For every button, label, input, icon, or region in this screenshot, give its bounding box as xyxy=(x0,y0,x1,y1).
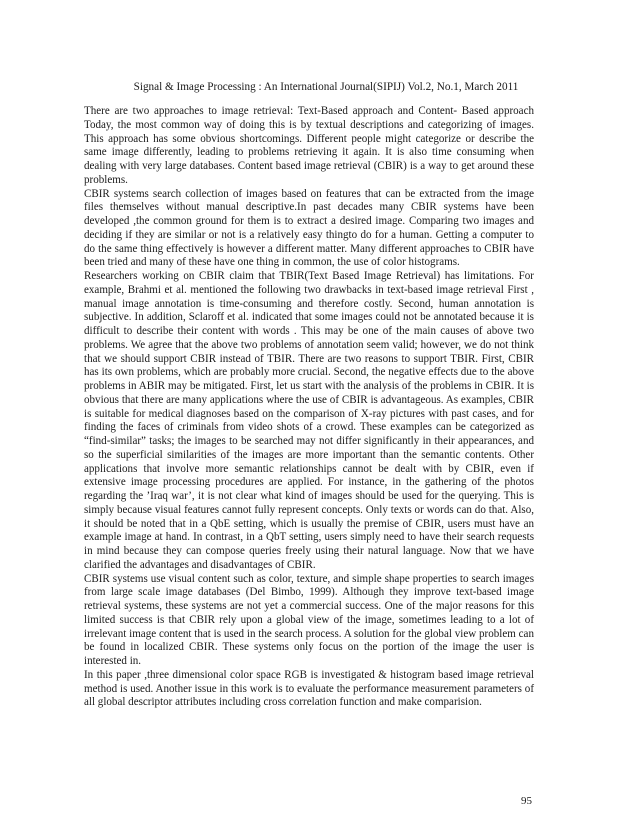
page-number xyxy=(521,795,532,808)
page-number-text: 95 xyxy=(521,795,532,807)
running-title: Signal & Image Processing : An International Journal(SIPIJ) Vol.2, No.1, March 2011 xyxy=(133,81,519,93)
paragraph-tbir-limitations: Researchers working on CBIR claim that TBIR(Text Based Image Retrieval) has limitations. For example, Brahmi et al. mentioned the following two drawbacks in text-based image retrieval First , manual image annotation is time-consuming and therefore costly. Second, human annotation is subjective. In addition, Sclaroff et al. indicated that some images could not be annotated because it is difficult to describe their content with words . This may be one of the main causes of above two problems. We agree that the above two problems of annotation seem valid; however, we do not think that we should support CBIR instead of TBIR. There are two reasons to support TBIR. First, CBIR has its own problems, which are probably more crucial. Second, the negative effects due to the above problems in ABIR may be mitigated. First, let us start with the analysis of the problems in CBIR. It is obvious that there are many applications where the use of CBIR is advantageous. As examples, CBIR is suitable for medical diagnoses based on the comparison of X-ray pictures with past cases, and for finding the faces of criminals from video shots of a crowd. These examples can be categorized as “find-similar” tasks; the images to be searched may not differ significantly in their appearances, and so the superficial similarities of the images are more important than the semantic contents. Other applications that involve more semantic relationships cannot be dealt with by CBIR, even if extensive image processing procedures are applied. For instance, in the gathering of the photos regarding the ’Iraq war’, it is not clear what kind of images should be used for the querying. This is simply because visual features cannot fully represent concepts. Only texts or words can do that. Also, it should be noted that in a QbE setting, which is usually the premise of CBIR, users must have an example image at hand. In contrast, in a QbT setting, users simply need to have their search requests in mind because they can compose queries freely using their natural language. Now that we have clarified the advantages and disadvantages of CBIR. xyxy=(84,270,534,571)
paragraph-visual-content: CBIR systems use visual content such as color, texture, and simple shape properties to search images from large scale image databases (Del Bimbo, 1999). Although they improve text-based image retrieval systems, these systems are not yet a commercial success. One of the major reasons for this limited success is that CBIR rely upon a global view of the image, sometimes leading to a lot of irrelevant image content that is used in the search process. A solution for the global view problem can be found in localized CBIR. These systems only focus on the portion of the image the user is interested in. xyxy=(84,572,534,667)
paragraph-this-paper: In this paper ,three dimensional color space RGB is investigated & histogram based image retrieval method is used. Another issue in this work is to evaluate the performance measurement parameters of all global descriptor attributes including cross correlation function and make comparision. xyxy=(84,668,534,709)
body-text xyxy=(84,105,534,710)
paragraph-approaches: There are two approaches to image retrieval: Text-Based approach and Content- Based approach Today, the most common way of doing this is by textual descriptions and categorizing of images. This approach has some obvious shortcomings. Different people might categorize or describe the same image differently, leading to problems retrieving it again. It is also time consuming when dealing with very large databases. Content based image retrieval (CBIR) is a way to get around these problems. xyxy=(84,105,534,186)
paragraph-cbir-systems: CBIR systems search collection of images based on features that can be extracted from the image files themselves without manual descriptive.In past decades many CBIR systems have been developed ,the common ground for them is to extract a desired image. Comparing two images and deciding if they are similar or not is a relatively easy thingto do for a human. Getting a computer to do the same thing effectively is however a different matter. Many different approaches to CBIR have been tried and many of these have one thing in common, the use of color histograms. xyxy=(84,187,534,269)
running-header xyxy=(0,80,638,94)
